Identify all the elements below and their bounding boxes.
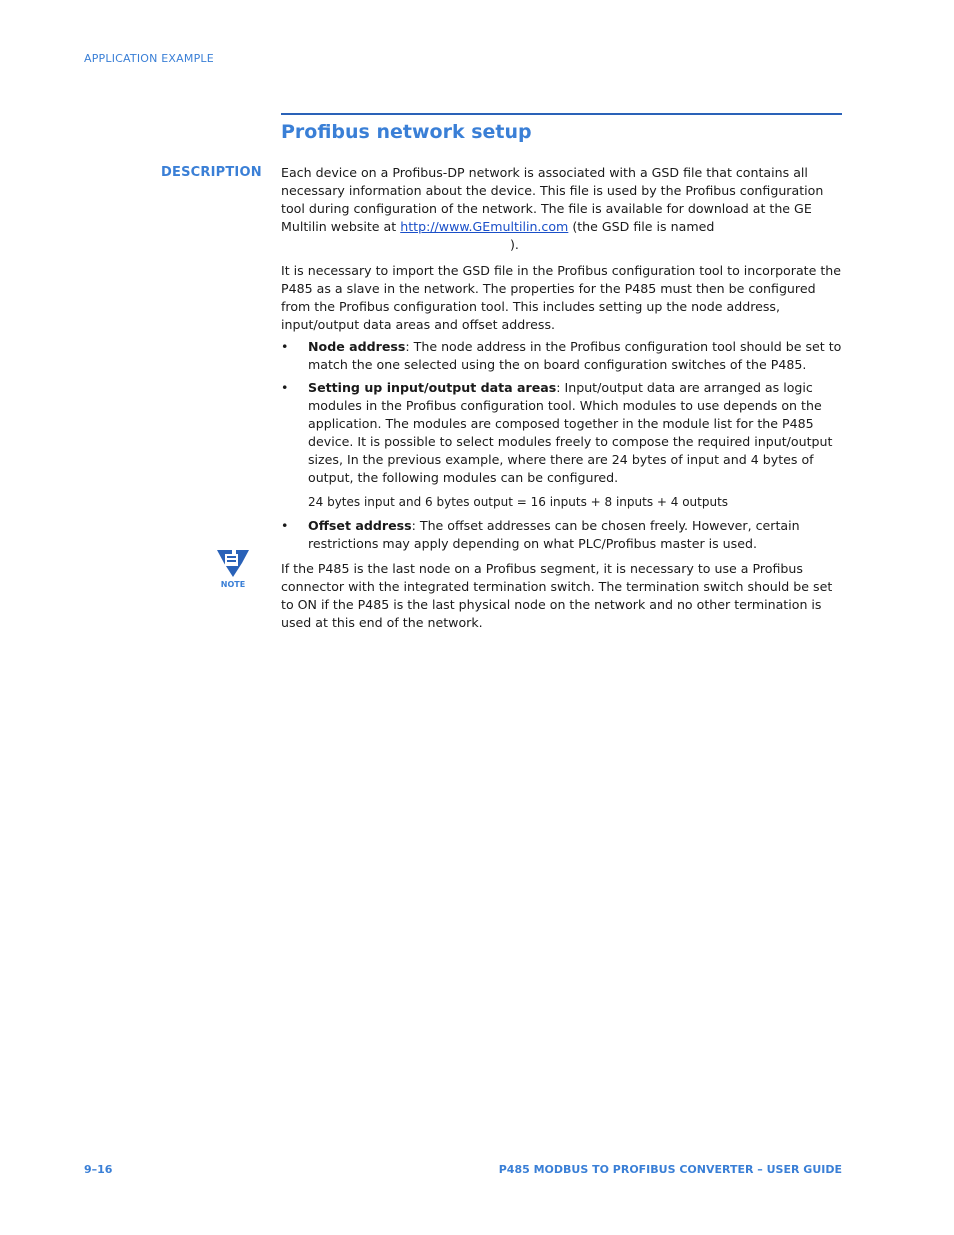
bullet-list: [281, 338, 843, 487]
note-paragraph: If the P485 is the last node on a Profibus segment, it is necessary to use a Profibus connector with the integrated termination switch. The termination switch should be set to ON if the P485 is the last physical node on the network and no other termination is used at this end of the network.: [281, 561, 833, 630]
bullet-term: Offset address: [308, 518, 412, 533]
section-title: Profibus network setup: [281, 121, 532, 143]
bullet-icon: •: [281, 339, 289, 354]
description-body: [281, 164, 843, 632]
running-header: APPLICATION EXAMPLE: [84, 52, 214, 65]
bullet-term: Node address: [308, 339, 406, 354]
bullet-list-2: [281, 517, 843, 553]
bullet-text: : The node address in the Profibus configuration tool should be set to match the one selected using the on board configuration switches of the P485.: [308, 339, 842, 372]
description-paragraph-2: It is necessary to import the GSD file in the Profibus configuration tool to incorporate the P485 as a slave in the network. The properties for the P485 must then be configured from the Profibus configuration tool. This includes setting up the node address, input/output data areas and offset address.: [281, 263, 842, 332]
page-number: 9–16: [84, 1163, 113, 1176]
note-flag-icon: [214, 547, 252, 581]
bullet-icon: •: [281, 380, 289, 395]
list-item: [281, 517, 843, 553]
section-rule: [281, 113, 842, 115]
bullet-icon: •: [281, 518, 289, 533]
bullet-text: : Input/output data are arranged as logic modules in the Profibus configuration tool. Which modules to use depends on the application. The modules are composed together in the module list for the P485 device. It is possible to select modules freely to compose the required input/output sizes, In the previous example, where there are 24 bytes of input and 4 bytes of output, the following modules can be configured.: [308, 380, 833, 485]
note-icon-label: NOTE: [220, 580, 246, 589]
list-item: [281, 338, 843, 374]
list-item: [281, 379, 843, 487]
side-label-description: DESCRIPTION: [161, 165, 262, 180]
gemultilin-link[interactable]: http://www.GEmultilin.com: [400, 219, 569, 234]
module-formula: 24 bytes input and 6 bytes output = 16 inputs + 8 inputs + 4 outputs: [308, 495, 729, 509]
bullet-text: : The offset addresses can be chosen freely. However, certain restrictions may apply depending on what PLC/Profibus master is used.: [308, 518, 800, 551]
bullet-term: Setting up input/output data areas: [308, 380, 557, 395]
note-icon: [214, 547, 252, 591]
guide-title: P485 MODBUS TO PROFIBUS CONVERTER – USER GUIDE: [498, 1163, 842, 1176]
description-paragraph-1: Each device on a Profibus-DP network is associated with a GSD file that contains all necessary information about the device. This file is used by the Profibus configuration tool during configuration of the network. The file is available for download at the GE Multilin website at http://www.GEmultilin.com (the GSD file is named).: [281, 165, 824, 252]
